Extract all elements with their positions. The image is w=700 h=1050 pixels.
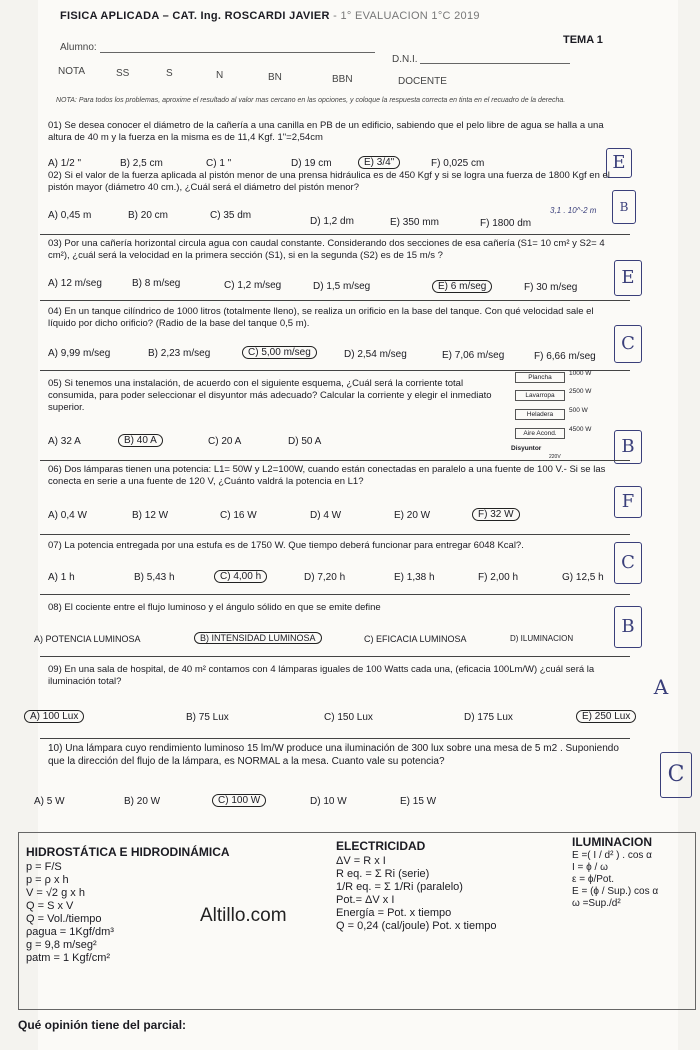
option[interactable]: E) 15 W [400,796,437,807]
question-text: 02) Si el valor de la fuerza aplicada al pistón menor de una prensa hidráulica es de 450 Kgf y si se logra una fuerza de 1800 Kgf en el pistón mayor (diámetro 40 cm.), ¿Cuál será el diámetro del pistón menor? [48,170,610,193]
option[interactable]: B) 2,5 cm [120,158,163,169]
option[interactable]: C) EFICACIA LUMINOSA [364,634,467,644]
option[interactable]: A) 32 A [48,436,81,447]
option[interactable]: E) 350 mm [390,217,439,228]
option[interactable]: B) 20 cm [128,210,169,221]
option[interactable]: A) 12 m/seg [48,278,102,289]
alumno-label: Alumno: [60,42,97,53]
tema-label: TEMA 1 [563,34,603,46]
circuit-diagram [505,370,630,460]
question-text: 04) En un tanque cilíndrico de 1000 litros (totalmente lleno), se realiza un orificio en la base del tanque. Con qué velocidad sale el líquido por dicho orificio? (Radio de la base del tanque 0,5 m). [48,306,594,329]
question-text: 01) Se desea conocer el diámetro de la cañería a una canilla en PB de un edificio, sabiendo que el pelo libre de agua se halla a una altura de 40 m y la fuerza en la misma es de 11,4 Kgf. 1"=2,54cm [48,120,604,143]
question-5 [48,378,498,414]
elec-title: ELECTRICIDAD [336,839,426,853]
formulas-ilum [572,836,658,910]
option[interactable]: D) 1,2 dm [310,216,354,227]
option[interactable]: D) 50 A [288,436,322,447]
watts-aire: 4500 W [569,426,592,433]
formula-line: V = √2 g x h [26,887,85,899]
option[interactable]: D) 19 cm [291,158,332,169]
question-6 [48,464,618,488]
option[interactable]: A) POTENCIA LUMINOSA [34,634,141,644]
option[interactable]: B) 75 Lux [186,712,229,723]
formula-line: patm = 1 Kgf/cm² [26,952,111,964]
question-9 [48,664,618,688]
option[interactable]: C) 20 A [208,436,242,447]
question-8 [48,602,618,614]
option-selected[interactable]: C) 5,00 m/seg [242,346,317,359]
question-2 [48,170,618,194]
answer-box-q8: B [614,606,642,648]
answer-box-q7: C [614,542,642,584]
option[interactable]: B) 2,23 m/seg [148,348,211,359]
breaker-label: Disyuntor [511,445,542,452]
option[interactable]: A) 1/2 " [48,158,82,169]
options-q5 [48,436,498,450]
formula-line: E =( I / d² ) . cos α [572,850,652,861]
formula-line: ΔV = R x I [336,855,386,867]
formula-line: 1/R eq. = Σ 1/Ri (paralelo) [336,881,463,893]
option-selected[interactable]: E) 3/4" [358,156,400,169]
dni-label: D.N.I. [392,54,418,65]
options-q7 [48,572,618,586]
question-3 [48,238,618,262]
question-text: 09) En una sala de hospital, de 40 m² contamos con 4 lámparas iguales de 100 Watts cada una, (eficacia 100Lm/W) ¿cuál será la iluminación total? [48,664,595,687]
formula-line: p = ρ x h [26,874,69,886]
appliance-plancha: Plancha [515,372,565,383]
formula-line: R eq. = Σ Ri (serie) [336,868,430,880]
option[interactable]: F) 2,00 h [478,572,519,583]
option[interactable]: D) 10 W [310,796,347,807]
option[interactable]: F) 30 m/seg [524,282,578,293]
question-text: 06) Dos lámparas tienen una potencia: L1= 50W y L2=100W, cuando están conectadas en paralelo a una fuente de 100 V.- Si se las conecta en serie a una fuente de 120 V, ¿Cuánto valdrá la potencia en L1? [48,464,606,487]
option-selected[interactable]: C) 4,00 h [214,570,267,583]
formula-line: ε = ϕ/Pot. [572,874,615,885]
grade-ss: SS [116,68,130,79]
answer-box-q5: B [614,430,642,464]
formula-line: ρagua = 1Kgf/dm³ [26,926,114,938]
grade-n: N [216,70,224,81]
divider [40,656,630,657]
options-q3 [48,278,588,292]
option[interactable]: A) 0,4 W [48,510,87,521]
formula-line: E = (ϕ / Sup.) cos α [572,886,659,897]
option[interactable]: D) 7,20 h [304,572,346,583]
course-title: FISICA APLICADA – CAT. Ing. ROSCARDI JAVIER [60,10,330,22]
option[interactable]: F) 6,66 m/seg [534,351,596,362]
divider [40,300,630,301]
question-text: 08) El cociente entre el flujo luminoso y el ángulo sólido en que se emite define [48,602,381,613]
option[interactable]: A) 9,99 m/seg [48,348,111,359]
divider [40,234,630,235]
option[interactable]: C) 16 W [220,510,257,521]
voltage-label: 220V [549,454,561,460]
formula-line: p = F/S [26,861,62,873]
nota-label: NOTA [58,66,86,77]
grade-s: S [166,68,173,79]
watts-lavarropa: 2500 W [569,388,592,395]
divider [40,738,630,739]
answer-box-q9: A [653,675,669,699]
option[interactable]: G) 12,5 h [562,572,604,583]
question-text: 05) Si tenemos una instalación, de acuerdo con el siguiente esquema, ¿Cuál será la corriente total consumida, para poder seleccionar el disyuntor más adecuado? Calcular la corriente y elegir el inmediato superior. [48,378,492,413]
option-selected[interactable]: E) 250 Lux [576,710,636,723]
question-10 [48,742,633,768]
appliance-lavarropa: Lavarropa [515,390,565,401]
answer-box-q1: E [606,148,632,178]
formulas-elec [336,840,497,933]
option[interactable]: D) 175 Lux [464,712,513,723]
appliance-aire: Aire Acond. [515,428,565,439]
divider [40,594,630,595]
option[interactable]: D) ILUMINACION [510,634,574,643]
option[interactable]: C) 150 Lux [324,712,373,723]
footer-question: Qué opinión tiene del parcial: [18,1018,187,1032]
instructions-note: NOTA: Para todos los problemas, aproxime el resultado al valor mas cercano en las opciones, y coloque la respuesta correcta en tinta en el recuadro de la derecha. [56,97,566,104]
option[interactable]: A) 5 W [34,796,65,807]
option[interactable]: A) 1 h [48,572,75,583]
watts-plancha: 1000 W [569,370,592,377]
option[interactable]: E) 1,38 h [394,572,435,583]
appliance-heladera: Heladera [515,409,565,420]
option-selected[interactable]: F) 32 W [472,508,520,521]
option[interactable]: D) 2,54 m/seg [344,349,407,360]
option[interactable]: E) 7,06 m/seg [442,350,505,361]
option[interactable]: C) 35 dm [210,210,252,221]
option-selected[interactable]: E) 6 m/seg [432,280,492,293]
formula-line: g = 9,8 m/seg² [26,939,97,951]
formula-line: Q = Vol./tiempo [26,913,102,925]
option[interactable]: B) 20 W [124,796,161,807]
option-selected[interactable]: C) 100 W [212,794,266,807]
hydro-title: HIDROSTÁTICA E HIDRODINÁMICA [26,845,230,859]
options-q4 [48,348,618,362]
option[interactable]: B) 5,43 h [134,572,175,583]
option[interactable]: B) 8 m/seg [132,278,181,289]
option-selected[interactable]: B) 40 A [118,434,163,447]
formula-line: Q = 0,24 (cal/joule) Pot. x tiempo [336,920,497,932]
ilum-title: ILUMINACION [572,835,652,849]
alumno-line [100,52,375,53]
grade-bn: BN [268,72,282,83]
option-selected[interactable]: A) 100 Lux [24,710,84,723]
option[interactable]: C) 1 " [206,158,232,169]
formula-line: Q = S x V [26,900,74,912]
answer-box-q4: C [614,325,642,363]
grade-bbn: BBN [332,74,353,85]
option[interactable]: D) 4 W [310,510,342,521]
option[interactable]: B) 12 W [132,510,169,521]
question-1 [48,120,618,144]
watermark: Altillo.com [200,905,287,926]
handwritten-note-q2: 3,1 . 10^-2 m [550,206,597,215]
docente-label: DOCENTE [398,76,447,87]
formula-line: ω =Sup./d² [572,898,621,909]
answer-box-q3: E [614,260,642,296]
option[interactable]: E) 20 W [394,510,431,521]
divider [40,460,630,461]
option[interactable]: D) 1,5 m/seg [313,281,371,292]
option[interactable]: F) 1800 dm [480,218,532,229]
divider [40,534,630,535]
exam-title [60,10,480,22]
options-q10 [34,796,534,812]
option[interactable]: F) 0,025 cm [431,158,485,169]
question-7 [48,540,618,552]
options-q9 [24,712,644,728]
question-text: 10) Una lámpara cuyo rendimiento luminoso 15 lm/W produce una iluminación de 300 lux sobre una mesa de 5 m2 . Suponiendo que la dirección del flujo de la lámpara, es NORMAL a la mesa. Cuanto vale su potencia? [48,743,619,767]
answer-box-q10: C [660,752,692,798]
watts-heladera: 500 W [569,407,588,414]
options-q2 [48,210,588,229]
question-text: 07) La potencia entregada por una estufa es de 1750 W. Que tiempo deberá funcionar para entregar 6048 Kcal?. [48,540,524,551]
options-q6 [48,510,588,524]
option[interactable]: C) 1,2 m/seg [224,280,282,291]
dni-line [420,63,570,64]
evaluation-label: - 1° EVALUACION 1°C 2019 [333,10,480,22]
question-text: 03) Por una cañería horizontal circula agua con caudal constante. Considerando dos secciones de esa cañería (S1= 10 cm² y S2= 4 cm²), ¿cuál será la velocidad en la primera sección (S1), si en la segunda (S2) es de 15 m/s ? [48,238,605,261]
question-4 [48,306,618,330]
formula-line: I = ϕ / ω [572,862,608,873]
options-q8 [34,634,614,648]
answer-box-q6: F [614,486,642,518]
option-selected[interactable]: B) INTENSIDAD LUMINOSA [194,632,322,644]
option[interactable]: A) 0,45 m [48,210,92,221]
formula-line: Pot.= ΔV x I [336,894,395,906]
answer-box-q2: B [612,190,636,224]
formula-line: Energía = Pot. x tiempo [336,907,452,919]
